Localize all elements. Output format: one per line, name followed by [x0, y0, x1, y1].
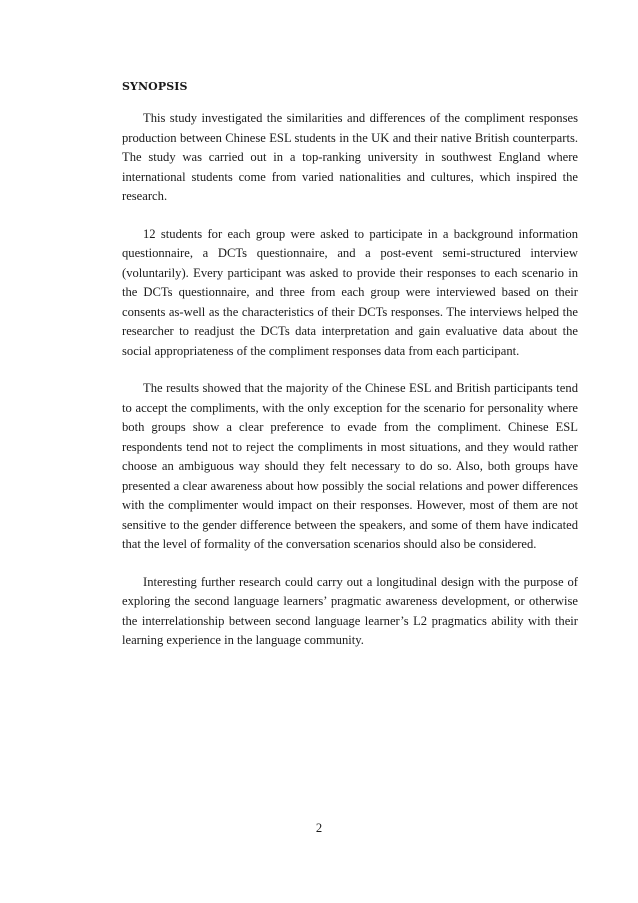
paragraph-1: This study investigated the similarities and differences of the compliment responses production between Chinese ESL students in the UK and their native British counterparts. The study was carried out in a top-ranking university in southwest England where international students come from varied nationalities and cultures, which inspired the research. — [122, 111, 578, 203]
paragraph-2: 12 students for each group were asked to participate in a background information questionnaire, a DCTs questionnaire, and a post-event semi-structured interview (voluntarily). Every participant was asked to provide their responses to each scenario in the DCTs questionnaire, and three from each group were interviewed based on their consents as-well as the characteristics of their DCTs responses. The interviews helped the researcher to readjust the DCTs data interpretation and gain evaluative data about the social appropriateness of the compliment responses data from each participant. — [122, 226, 578, 358]
paragraph-3: The results showed that the majority of the Chinese ESL and British participants tend to accept the compliments, with the only exception for the scenario for personality where both groups show a clear preference to evade from the compliment. Chinese ESL respondents tend not to reject the compliments in most situations, and they would rather choose an ambiguous way should they felt necessary to do so. Also, both groups have presented a clear awareness about how possibly the social relations and power differences with the complimenter would impact on their responses. However, most of them are not sensitive to the gender difference between the speakers, and some of them have indicated that the level of formality of the conversation scenarios should also be considered. — [122, 381, 578, 551]
paragraph-4: Interesting further research could carry out a longitudinal design with the purpose of exploring the second language learners’ pragmatic awareness development, or otherwise the interrelationship between second language learner’s L2 pragmatics ability with their learning experience in the language community. — [122, 574, 578, 647]
page-content — [122, 77, 578, 669]
page-number: 2 — [315, 821, 323, 835]
section-heading: SYNOPSIS — [122, 80, 188, 93]
